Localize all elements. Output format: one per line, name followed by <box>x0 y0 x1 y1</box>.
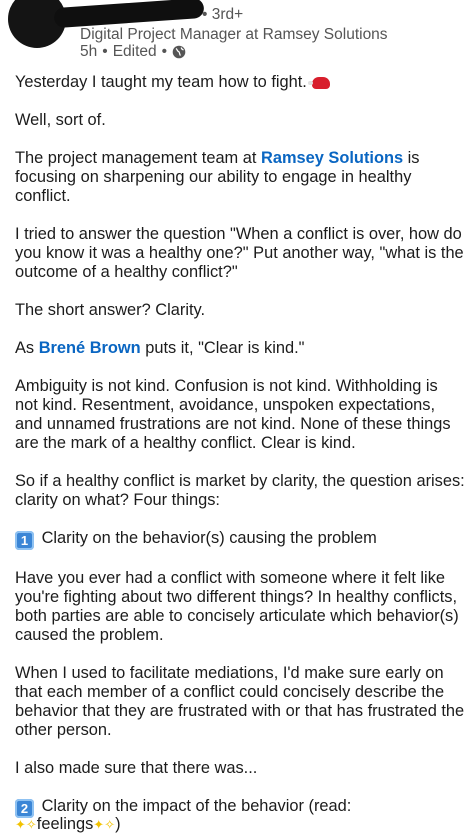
post-paragraph: Well, sort of. <box>15 111 106 129</box>
meta-separator: • <box>102 43 108 60</box>
connection-degree <box>202 6 243 24</box>
post-meta <box>80 43 186 61</box>
post-paragraph: So if a healthy conflict is market by clarity, the question arises: clarity on what? Four things: <box>15 472 465 509</box>
bullet: • <box>202 6 212 23</box>
meta-separator: • <box>161 43 168 60</box>
degree-label: 3rd+ <box>211 6 244 23</box>
globe-icon <box>172 45 186 59</box>
sparkles-icon: ✦✧ <box>15 817 37 832</box>
paragraph-text: Yesterday I taught my team how to fight. <box>15 73 307 91</box>
continuation-text: feelings <box>36 815 94 833</box>
paragraph-text: As <box>15 339 39 357</box>
paragraph-text: is focusing on sharpening our ability to engage in healthy conflict. <box>15 149 420 205</box>
keycap-two-icon: 2 <box>15 799 34 818</box>
post-paragraph: I tried to answer the question "When a conflict is over, how do you know it was a healthy one?" Put another way, "what is the outcome of a healthy conflict?" <box>15 225 464 281</box>
post-time: 5h <box>80 43 98 60</box>
list-item-2-continuation <box>15 815 121 834</box>
sparkles-icon: ✦✧ <box>93 817 116 832</box>
author-headline: Digital Project Manager at Ramsey Solutions <box>80 26 388 43</box>
keycap-one-icon: 1 <box>15 531 34 550</box>
post-paragraph <box>15 339 465 358</box>
post-paragraph: When I used to facilitate mediations, I'd make sure early on that each member of a conflict could concisely describe the behavior that they are frustrated with or that has frustrated the other person. <box>15 664 465 739</box>
mention-link-ramsey-solutions[interactable]: Ramsey Solutions <box>261 149 404 167</box>
post-paragraph <box>15 73 465 92</box>
mention-link-brene-brown[interactable]: Brené Brown <box>38 339 141 357</box>
boxing-glove-icon <box>312 77 330 89</box>
list-item-1 <box>15 529 465 550</box>
redacted-author-name <box>53 0 204 28</box>
list-item-text: Clarity on the impact of the behavior (read: <box>41 797 352 815</box>
edited-label: Edited <box>112 43 157 60</box>
post-paragraph: I also made sure that there was... <box>15 759 258 777</box>
post-paragraph: The short answer? Clarity. <box>15 301 206 319</box>
post-body <box>15 73 465 818</box>
post-paragraph <box>15 149 465 206</box>
continuation-text: ) <box>115 815 121 833</box>
post-header <box>0 0 474 70</box>
list-item-text: Clarity on the behavior(s) causing the problem <box>41 529 377 547</box>
paragraph-text: puts it, "Clear is kind." <box>140 339 305 357</box>
paragraph-text: The project management team at <box>15 149 261 167</box>
post-paragraph: Ambiguity is not kind. Confusion is not kind. Withholding is not kind. Resentment, avoidance, unspoken expectations, and unnamed frustrations are not kind. None of these things are the mark of a healthy conflict. Clear is kind. <box>15 377 451 452</box>
post-paragraph: Have you ever had a conflict with someone where it felt like you're fighting about two different things? In healthy conflicts, both parties are able to concisely articulate which behavior(s) caused the problem. <box>15 569 459 644</box>
